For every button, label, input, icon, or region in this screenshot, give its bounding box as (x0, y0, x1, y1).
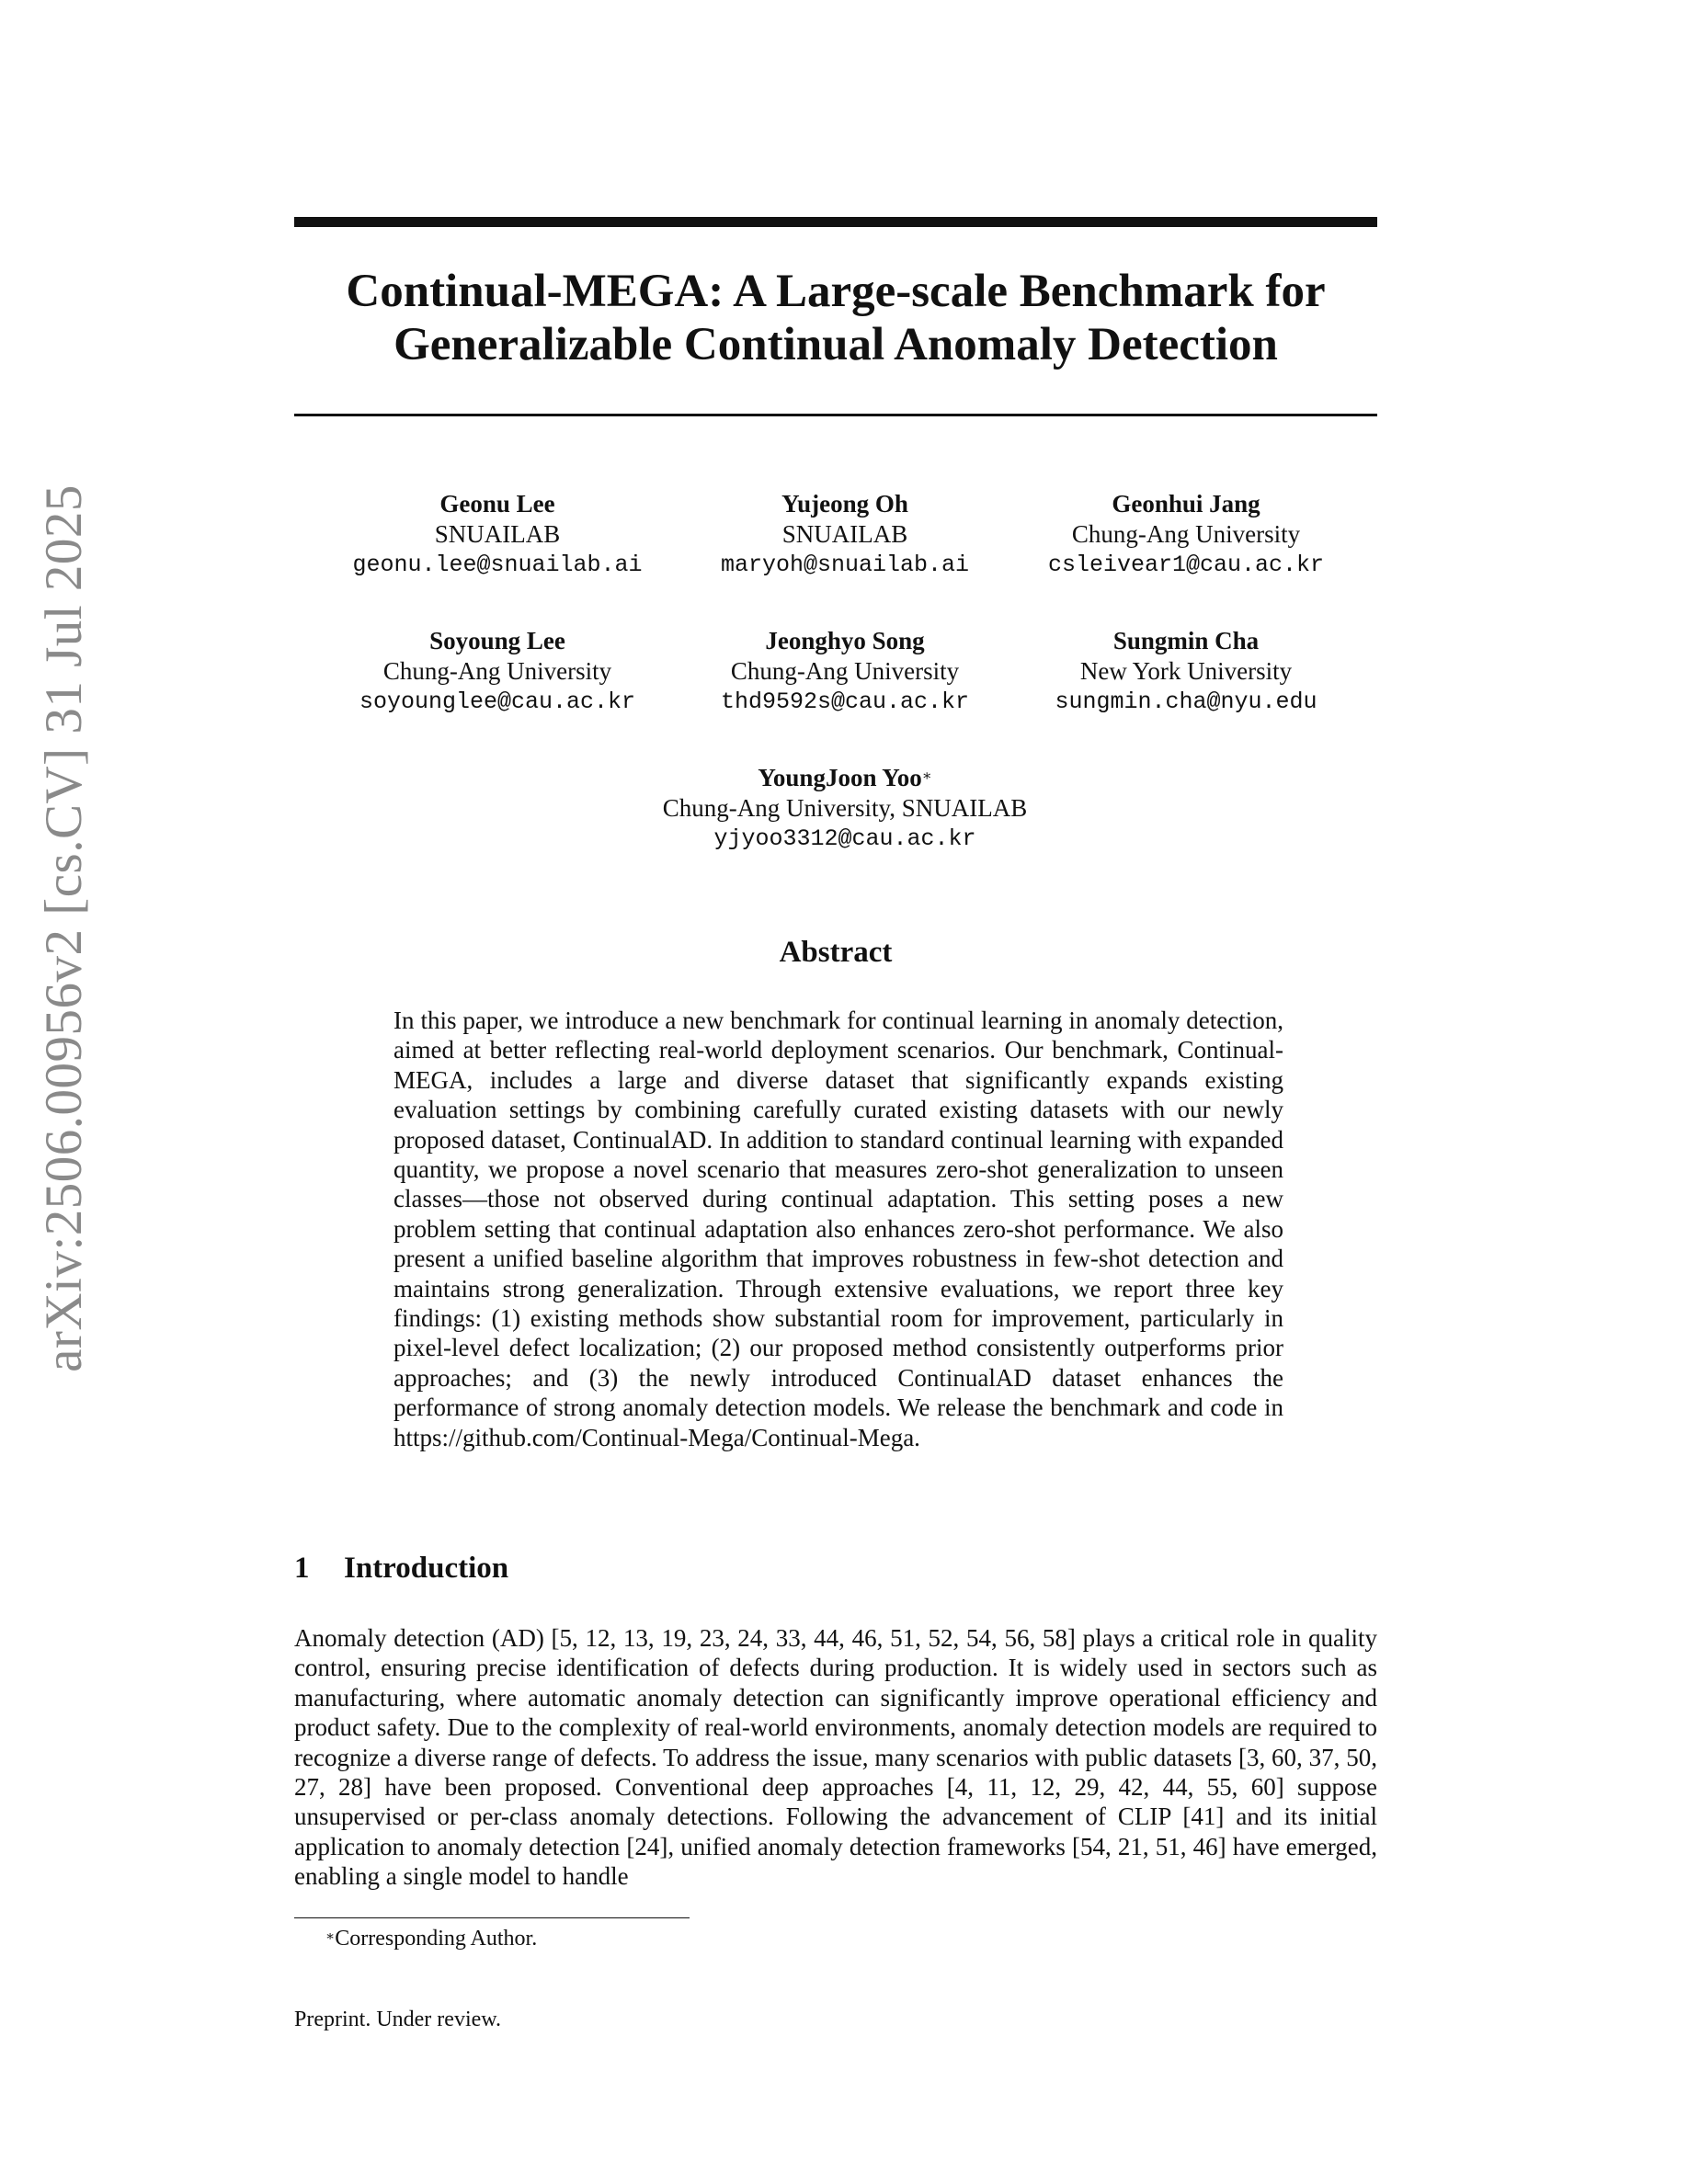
author-affiliation: SNUAILAB (781, 520, 908, 548)
author-email: thd9592s@cau.ac.kr (720, 688, 970, 715)
title-top-rule (294, 217, 1377, 227)
footnote (325, 1925, 537, 1952)
author-block (304, 626, 690, 717)
title-line-2: Generalizable Continual Anomaly Detection (393, 319, 1278, 370)
author-block (304, 489, 690, 580)
author-email: csleivear1@cau.ac.kr (1047, 552, 1325, 578)
author-name: Geonu Lee (439, 490, 555, 518)
title-bottom-rule (294, 414, 1377, 416)
introduction-text: Anomaly detection (AD) [5, 12, 13, 19, 23, 24, 33, 44, 46, 51, 52, 54, 56, 58] plays a critical role in quality control, ensuring precise identification of defects during production. It is widely used in sectors such as manufacturing, where automatic anomaly detection can significantly improve operational efficiency and product safety. Due to the complexity of real-world environments, anomaly detection models are required to recognize a diverse range of defects. To address the issue, many scenarios with public datasets [3, 60, 37, 50, 27, 28] have been proposed. Conventional deep approaches [4, 11, 12, 29, 42, 44, 55, 60] suppose unsupervised or per-class anomaly detections. Following the advancement of CLIP [41] and its initial application to anomaly detection [24], unified anomaly detection frameworks [54, 21, 51, 46] have emerged, enabling a single model to handle (294, 1624, 1377, 1891)
footnote-text: Corresponding Author. (335, 1927, 538, 1951)
author-email: sungmin.cha@nyu.edu (1055, 688, 1317, 715)
author-name: Jeonghyo Song (765, 627, 925, 654)
author-affiliation: Chung-Ang University, SNUAILAB (662, 794, 1028, 822)
abstract-text: In this paper, we introduce a new benchmark for continual learning in anomaly detection, aimed at better reflecting real-world deployment scenarios. Our benchmark, Continual-MEGA, includes a large and diverse dataset that significantly expands existing evaluation settings by combining carefully curated existing datasets with our newly proposed dataset, ContinualAD. In addition to standard continual learning with expanded quantity, we propose a novel scenario that measures zero-shot generalization to unseen classes—those not observed during continual adaptation. This setting poses a new problem setting that continual adaptation also enhances zero-shot performance. We also present a unified baseline algorithm that improves robustness in few-shot detection and maintains strong generalization. Through extensive evaluations, we report three key findings: (1) existing methods show substantial room for improvement, particularly in pixel-level defect localization; (2) our proposed method consistently outperforms prior approaches; and (3) the newly introduced ContinualAD dataset enhances the performance of strong anomaly detection models. We release the benchmark and code in https://github.com/Continual-Mega/Continual-Mega. (393, 1007, 1283, 1451)
author-affiliation: New York University (1079, 657, 1293, 685)
author-block (993, 489, 1379, 580)
author-name-line (652, 763, 1038, 793)
author-affiliation: Chung-Ang University (730, 657, 960, 685)
section-title: Introduction (344, 1552, 509, 1585)
footnote-mark: ∗ (325, 1929, 336, 1944)
section-number: 1 (294, 1552, 310, 1585)
author-name: Sungmin Cha (1112, 627, 1260, 654)
author-name: YoungJoon Yoo (758, 764, 922, 791)
title-line-1: Continual-MEGA: A Large-scale Benchmark for (346, 266, 1326, 317)
author-name: Soyoung Lee (429, 627, 565, 654)
arxiv-identifier-stamp: arXiv:2506.00956v2 [cs.CV] 31 Jul 2025 (35, 484, 93, 1372)
author-name: Geonhui Jang (1112, 490, 1260, 518)
author-block (652, 489, 1038, 580)
preprint-note: Preprint. Under review. (294, 2008, 502, 2031)
corresponding-author-mark: ∗ (921, 768, 932, 784)
author-affiliation: SNUAILAB (434, 520, 561, 548)
author-email: yjyoo3312@cau.ac.kr (713, 825, 976, 852)
author-affiliation: Chung-Ang University (1071, 520, 1301, 548)
author-email: geonu.lee@snuailab.ai (352, 552, 643, 578)
author-block (652, 626, 1038, 717)
corresponding-author-block (652, 763, 1038, 854)
author-block (993, 626, 1379, 717)
section-heading-introduction (294, 1550, 1377, 1587)
author-email: soyounglee@cau.ac.kr (359, 688, 636, 715)
author-name: Yujeong Oh (781, 490, 908, 518)
footnote-separator (294, 1917, 690, 1918)
abstract-heading: Abstract (779, 936, 893, 969)
author-affiliation: Chung-Ang University (382, 657, 612, 685)
author-email: maryoh@snuailab.ai (720, 552, 970, 578)
paper-title (294, 265, 1377, 371)
